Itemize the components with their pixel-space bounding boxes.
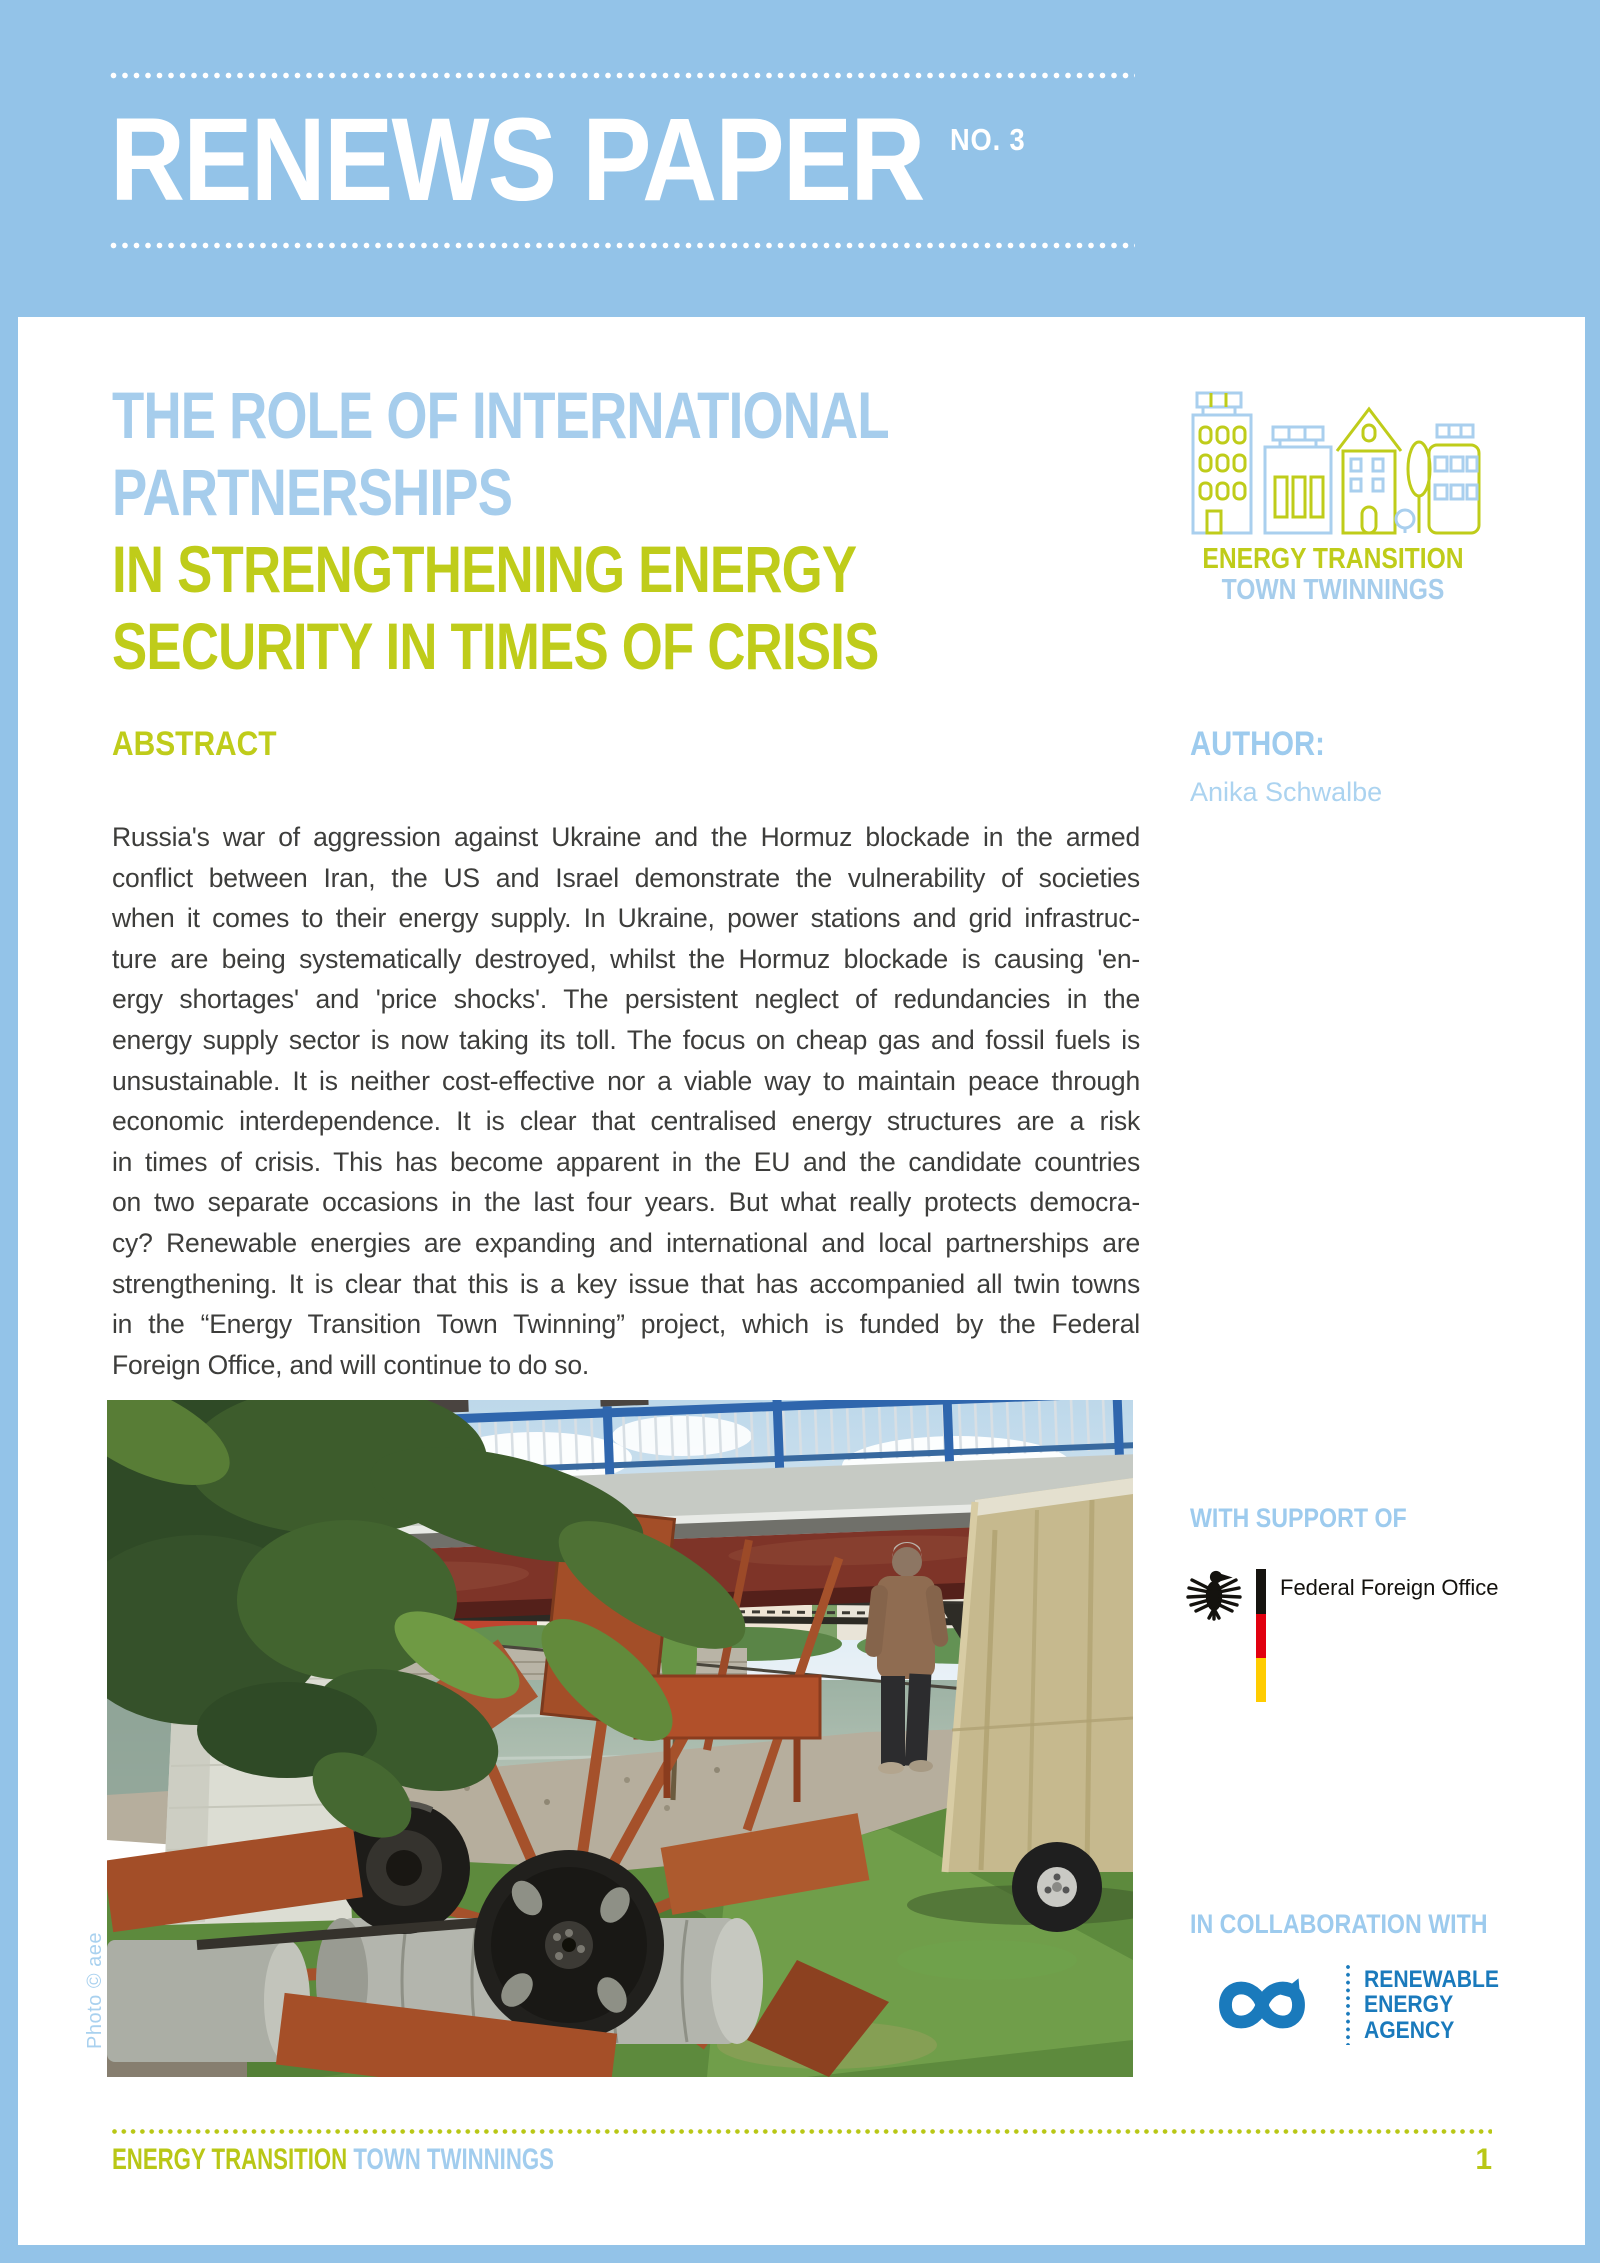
text-line: economic interdependence. It is clear that centralised energy structures are a risk (112, 1106, 1140, 1137)
buildings-illustration (1183, 381, 1483, 536)
page-number: 1 (1475, 2143, 1492, 2176)
author-label: AUTHOR: (1190, 725, 1325, 763)
support-label: WITH SUPPORT OF (1190, 1503, 1407, 1533)
text-line: Russia's war of aggression against Ukraine and the Hormuz blockade in the armed (112, 822, 1140, 852)
footer-brand-green: ENERGY TRANSITION (112, 2143, 348, 2176)
photo-riverside-waterwheel (107, 1400, 1133, 2077)
text-line: ture are being systematically destroyed, whilst the Hormuz blockade is causing 'en- (112, 943, 1140, 974)
text-line: when it comes to their energy supply. In Ukraine, power stations and grid infrastruc- (112, 903, 1140, 934)
text-line: conflict between Iran, the US and Israel demonstrate the vulnerability of societies (112, 862, 1140, 893)
dotted-divider (1346, 1965, 1350, 2045)
text-line: strengthening. It is clear that this is a key issue that has accompanied all twin towns (112, 1268, 1140, 1299)
title-line: PARTNERSHIPS (112, 455, 513, 529)
text-line: unsustainable. It is neither cost-effective nor a viable way to maintain peace through (112, 1065, 1140, 1096)
agency-name-line: AGENCY (1364, 2016, 1455, 2044)
collaboration-label: IN COLLABORATION WITH (1190, 1909, 1488, 1939)
logo-line-town-twinnings: TOWN TWINNINGS (1221, 574, 1445, 606)
masthead (110, 72, 1135, 249)
content-panel (18, 317, 1585, 2245)
federal-foreign-office-logo (1186, 1569, 1498, 1702)
german-flag-bar (1256, 1569, 1266, 1702)
photo-credit: Photo © aee (84, 1932, 106, 2049)
renewable-energy-agency-logo (1188, 1965, 1517, 2045)
text-line: energy supply sector is now taking its toll. The focus on cheap gas and fossil fuels is (112, 1024, 1140, 1055)
logo-line-energy-transition: ENERGY TRANSITION (1202, 543, 1464, 575)
text-line: in times of crisis. This has become apparent in the EU and the candidate countries (112, 1146, 1140, 1177)
paper-title: RENEWS PAPER (110, 93, 924, 226)
town-twinnings-logo (1168, 381, 1498, 606)
author-name: Anika Schwalbe (1190, 777, 1383, 807)
text-line: Foreign Office, and will continue to do so. (112, 1349, 590, 1380)
footer-brand-blue: TOWN TWINNINGS (353, 2143, 554, 2176)
abstract-heading: ABSTRACT (112, 725, 277, 763)
footer (112, 2143, 1492, 2183)
federal-foreign-office-label: Federal Foreign Office (1280, 1575, 1499, 1600)
issue-number: NO. 3 (949, 121, 1026, 157)
text-line: cy? Renewable energies are expanding and international and local partnerships are (112, 1227, 1140, 1258)
agency-name-line: RENEWABLE (1364, 1965, 1499, 1993)
dotted-rule-bottom (110, 242, 1135, 249)
article-title (112, 377, 1083, 685)
dotted-rule-top (110, 72, 1135, 79)
photo-illustration (107, 1400, 1133, 2077)
agency-name-line: ENERGY (1364, 1991, 1454, 2019)
paper-title-row (110, 87, 1135, 232)
federal-eagle-icon (1186, 1569, 1242, 1621)
footer-dotted-rule (112, 2129, 1492, 2135)
title-line: IN STRENGTHENING ENERGY (112, 532, 857, 606)
infinity-icon (1188, 1966, 1336, 2044)
title-line: SECURITY IN TIMES OF CRISIS (112, 609, 879, 683)
text-line: ergy shortages' and 'price shocks'. The persistent neglect of redundancies in the (112, 984, 1140, 1015)
text-line: on two separate occasions in the last four years. But what really protects democra- (112, 1187, 1140, 1218)
text-line: in the “Energy Transition Town Twinning” project, which is funded by the Federal (112, 1309, 1140, 1340)
abstract-text (112, 817, 1140, 1385)
title-line: THE ROLE OF INTERNATIONAL (112, 378, 889, 452)
